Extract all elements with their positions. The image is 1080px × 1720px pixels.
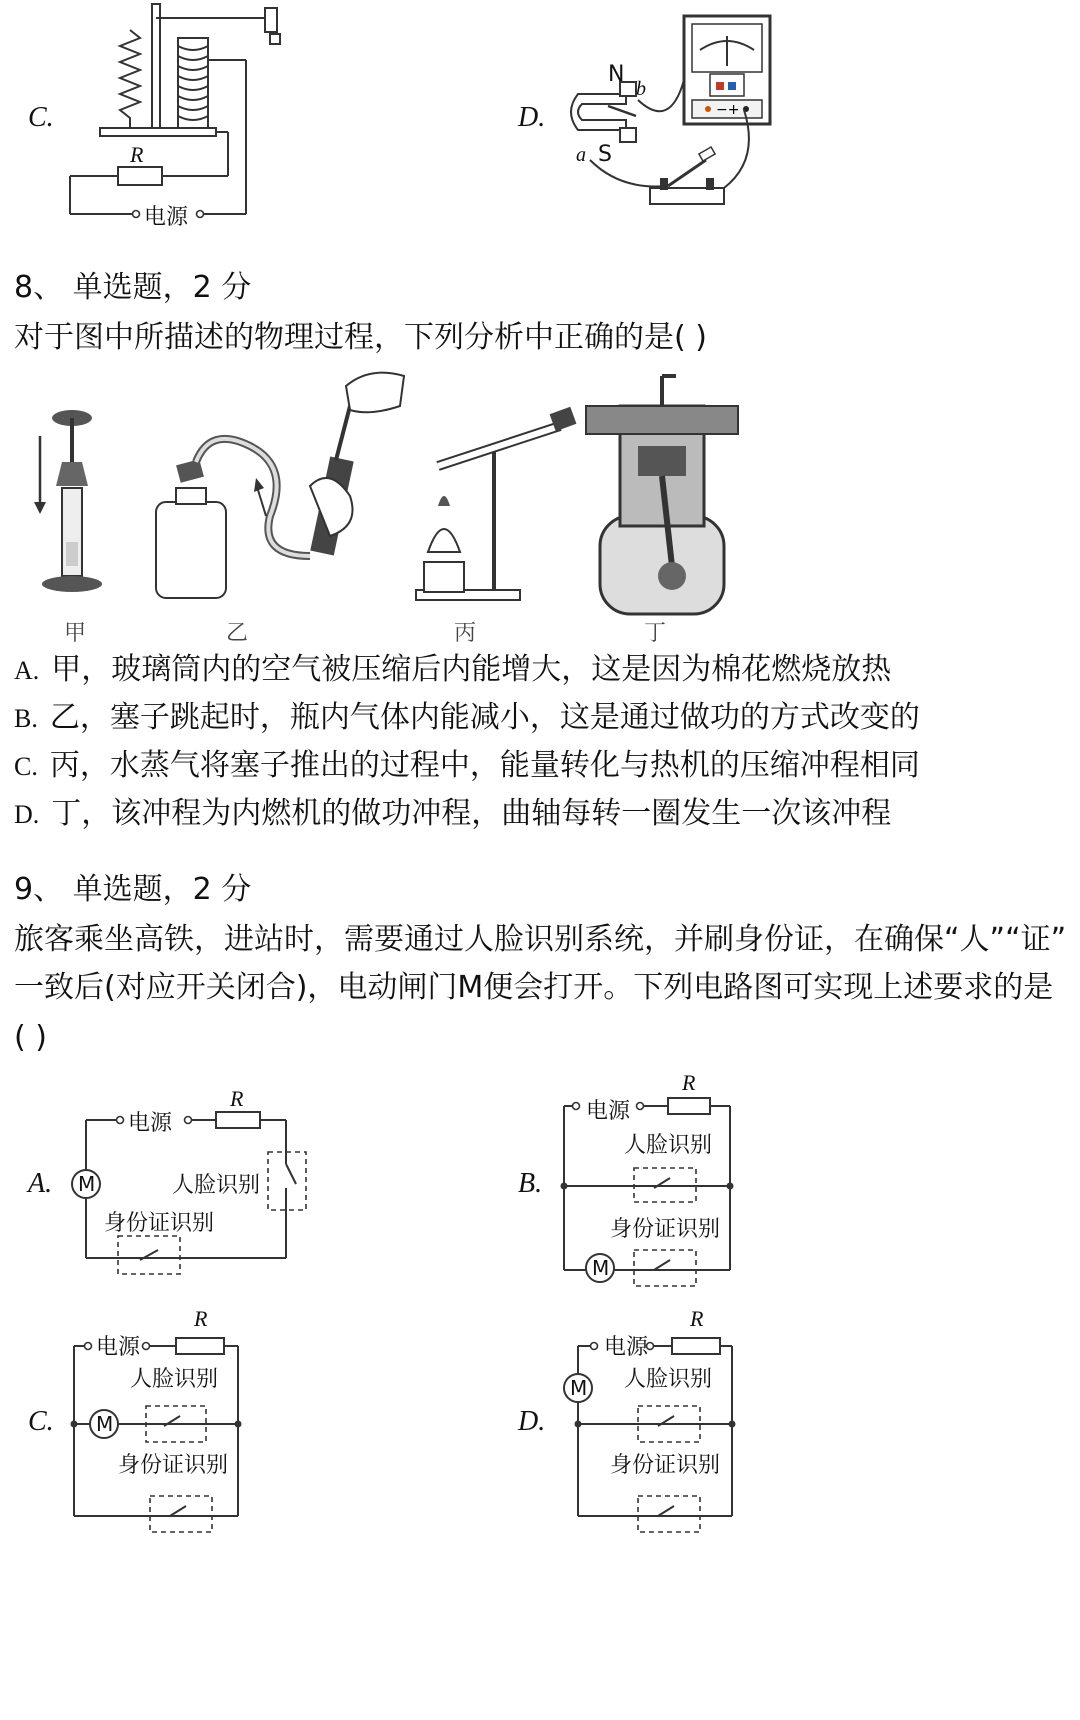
option-text: 乙，塞子跳起时，瓶内气体内能减小，这是通过做功的方式改变的: [49, 700, 920, 735]
circuit-b-r: R: [682, 1070, 696, 1095]
circuit-c-r: R: [194, 1306, 208, 1331]
circuit-c-motor: M: [96, 1412, 114, 1436]
circuit-b: [548, 1080, 748, 1290]
q8-option-b[interactable]: [14, 700, 920, 737]
fig-label-bing: 丙: [454, 621, 477, 646]
circuit-d-power: 电源: [604, 1335, 649, 1360]
circuit-d-letter: D.: [518, 1406, 546, 1437]
relay-power-label: 电源: [144, 205, 189, 230]
circuit-b-id: 身份证识别: [610, 1217, 721, 1242]
fig-label-yi: 乙: [226, 621, 249, 646]
q8-option-a[interactable]: [14, 652, 891, 689]
q8-stem: 对于图中所描述的物理过程，下列分析中正确的是( ): [14, 320, 707, 355]
option-letter: A.: [14, 656, 40, 685]
circuit-b-face: 人脸识别: [624, 1133, 713, 1158]
circuit-b-motor: M: [592, 1256, 610, 1280]
option-text: 丁，该冲程为内燃机的做功冲程，曲轴每转一圈发生一次该冲程: [51, 796, 892, 831]
option-letter: B.: [14, 704, 38, 733]
magnet-n-label: N: [608, 62, 625, 87]
circuit-d-id: 身份证识别: [610, 1453, 721, 1478]
q8-experiment-figures: [20, 366, 740, 646]
svg-text:−+: −+: [716, 102, 740, 118]
q8-option-c[interactable]: [14, 748, 920, 785]
circuit-c: [60, 1320, 260, 1540]
q9-stem-line1: 旅客乘坐高铁，进站时，需要通过人脸识别系统，并刷身份证，在确保“人”“证”: [14, 922, 1067, 957]
circuit-a-letter: A.: [28, 1168, 53, 1199]
circuit-c-face: 人脸识别: [130, 1367, 219, 1392]
circuit-a-power: 电源: [128, 1111, 173, 1136]
option-letter: D.: [14, 800, 40, 829]
wire-a-label: a: [576, 144, 586, 166]
q8-option-d[interactable]: [14, 796, 891, 833]
wire-b-label: b: [636, 78, 646, 100]
option-d-letter: D.: [518, 102, 546, 133]
fig-label-jia: 甲: [64, 621, 87, 646]
circuit-d-motor: M: [570, 1376, 588, 1400]
circuit-d: [562, 1320, 762, 1540]
option-letter: C.: [14, 752, 38, 781]
q9-stem-line2: 一致后(对应开关闭合)，电动闸门M便会打开。下列电路图可实现上述要求的是: [14, 970, 1054, 1005]
q8-header: 8、 单选题，2 分: [14, 270, 252, 305]
circuit-a-r: R: [230, 1086, 244, 1111]
relay-circuit-figure: [60, 0, 300, 232]
circuit-b-letter: B.: [518, 1168, 543, 1199]
circuit-b-power: 电源: [586, 1099, 631, 1124]
fig-label-ding: 丁: [644, 621, 667, 646]
q9-stem-line3: ( ): [14, 1020, 47, 1055]
circuit-c-letter: C.: [28, 1406, 54, 1437]
option-c-letter: C.: [28, 102, 54, 133]
q9-header: 9、 单选题，2 分: [14, 872, 252, 907]
option-text: 丙，水蒸气将塞子推出的过程中，能量转化与热机的压缩冲程相同: [49, 748, 920, 783]
circuit-d-r: R: [690, 1306, 704, 1331]
circuit-c-id: 身份证识别: [118, 1453, 229, 1478]
circuit-c-power: 电源: [96, 1335, 141, 1360]
circuit-a-face: 人脸识别: [172, 1173, 261, 1198]
circuit-a-motor: M: [78, 1172, 96, 1196]
option-text: 甲，玻璃筒内的空气被压缩后内能增大，这是因为棉花燃烧放热: [51, 652, 892, 687]
circuit-a-id: 身份证识别: [104, 1211, 215, 1236]
relay-resistor-label: R: [130, 142, 144, 167]
magnet-s-label: S: [598, 142, 612, 167]
circuit-d-face: 人脸识别: [624, 1367, 713, 1392]
generator-galvanometer-figure: [560, 10, 780, 222]
